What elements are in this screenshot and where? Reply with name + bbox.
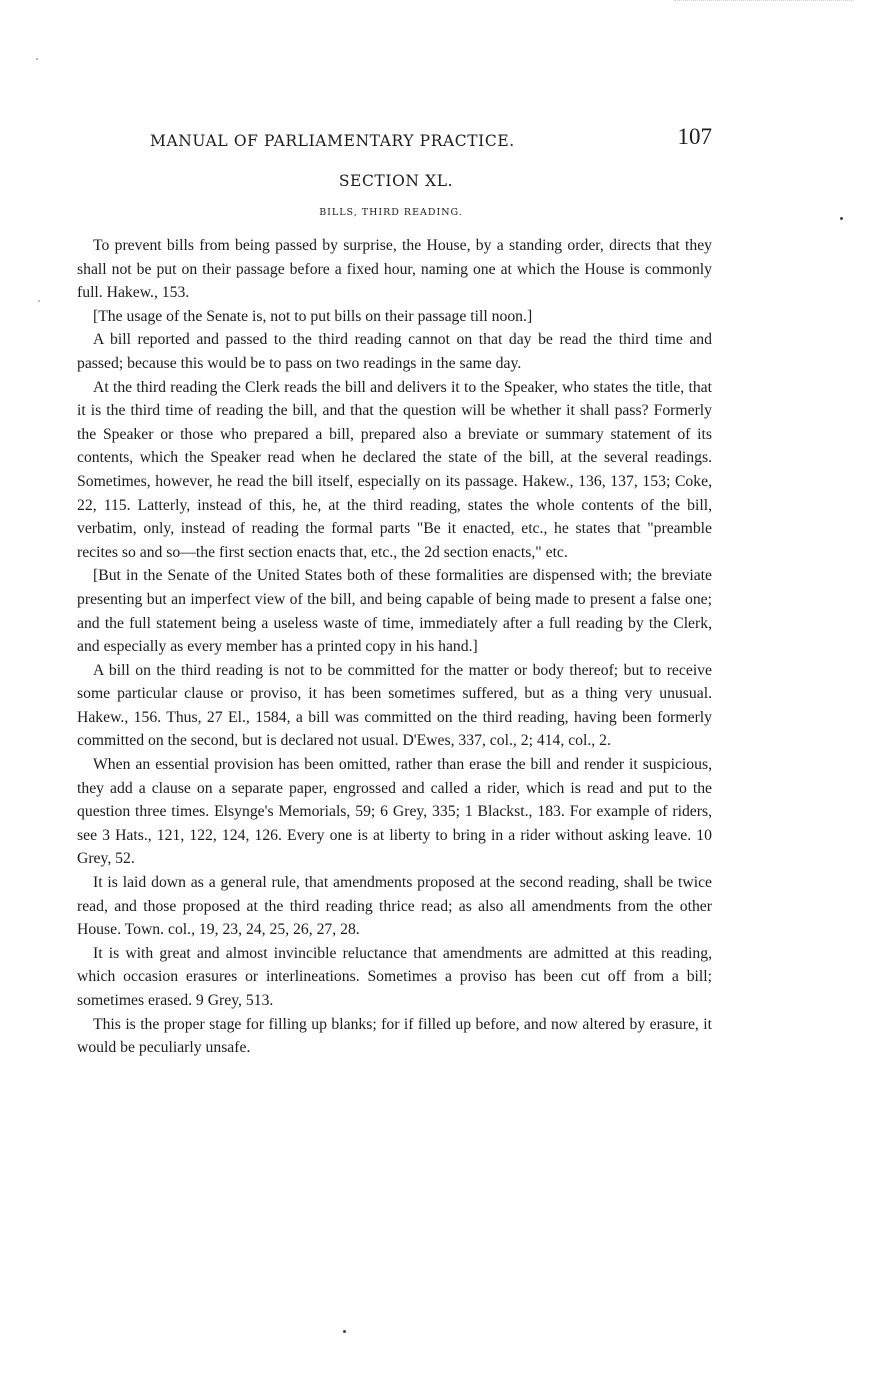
paragraph-same-day: A bill reported and passed to the third reading cannot on that day be read the third time and passed; because this would be to pass on two readings in the same day. xyxy=(77,331,712,372)
paragraph-commitment: A bill on the third reading is not to be committed for the matter or body thereof; but to receive some particular clause or proviso, it has been sometimes suffered, but as a thing very unusual. Hakew., 156. Thus, 27 El., 1584, a bill was committed on the third reading, having been formerly committed on the second, but is declared not usual. D'Ewes, 337, col., 2; 414, col., 2. xyxy=(77,661,712,750)
paragraph-rider: When an essential provision has been omitted, rather than erase the bill and render it suspicious, they add a clause on a separate paper, engrossed and called a rider, which is read and put to the question three times. Elsynge's Memorials, 59; 6 Grey, 335; 1 Blackst., 183. For example of riders, see 3 Hats., 121, 122, 124, 126. Every one is at liberty to bring in a rider without asking leave. 10 Grey, 52. xyxy=(77,756,712,868)
paragraph-senate-formalities: [But in the Senate of the United States both of these formalities are dispensed with; the breviate presenting but an imperfect view of the bill, and being capable of being made to present a false one; and the full statement being a useless waste of time, immediately after a full reading by the Clerk, and especially as every member has a printed copy in his hand.] xyxy=(77,567,712,656)
page-edge-mark xyxy=(674,0,854,5)
print-speck xyxy=(343,1330,346,1333)
paragraph-erasures: It is with great and almost invincible reluctance that amendments are admitted at this reading, which occasion erasures or interlineations. Sometimes a proviso has been cut off from a bill; sometimes erased. 9 Grey, 513. xyxy=(77,944,712,1009)
section-heading: SECTION XL. xyxy=(338,172,454,190)
running-head xyxy=(78,124,712,156)
print-speck xyxy=(840,217,843,220)
print-speck xyxy=(38,300,40,302)
paragraph-senate-noon: [The usage of the Senate is, not to put bills on their passage till noon.] xyxy=(93,307,533,325)
paragraph-fixed-hour: To prevent bills from being passed by surprise, the House, by a standing order, directs that they shall not be put on their passage before a fixed hour, naming one at which the House is commonly full. Hakew., 153. xyxy=(77,237,712,302)
paragraph-amendments-rule: It is laid down as a general rule, that amendments proposed at the second reading, shall be twice read, and those proposed at the third reading thrice read; as also all amendments from the other House. Town. col., 19, 23, 24, 25, 26, 27, 28. xyxy=(77,874,712,939)
paragraph-blanks: This is the proper stage for filling up blanks; for if filled up before, and now altered by erasure, it would be peculiarly unsafe. xyxy=(77,1015,712,1057)
page-number: 107 xyxy=(677,124,712,149)
section-subheading: BILLS, THIRD READING. xyxy=(319,207,463,218)
paragraph-clerk-reading: At the third reading the Clerk reads the bill and delivers it to the Speaker, who states the title, that it is the third time of reading the bill, and that the question will be whether it shall pass? Formerly the Speaker or those who prepared a bill, prepared also a breviate or summary statement of its contents, which the Speaker read when he declared the state of the bill, at the several readings. Sometimes, however, he read the bill itself, especially on its passage. Hakew., 136, 137, 153; Coke, 22, 115. Latterly, instead of this, he, at the third reading, states the whole contents of the bill, verbatim, only, instead of reading the formal parts "Be it enacted, etc., he states that "preamble recites so and so—the first section enacts that, etc., the 2d section enacts," etc. xyxy=(77,378,712,561)
running-title: MANUAL OF PARLIAMENTARY PRACTICE. xyxy=(150,132,515,150)
print-speck xyxy=(36,58,38,60)
body-text xyxy=(77,234,712,1060)
